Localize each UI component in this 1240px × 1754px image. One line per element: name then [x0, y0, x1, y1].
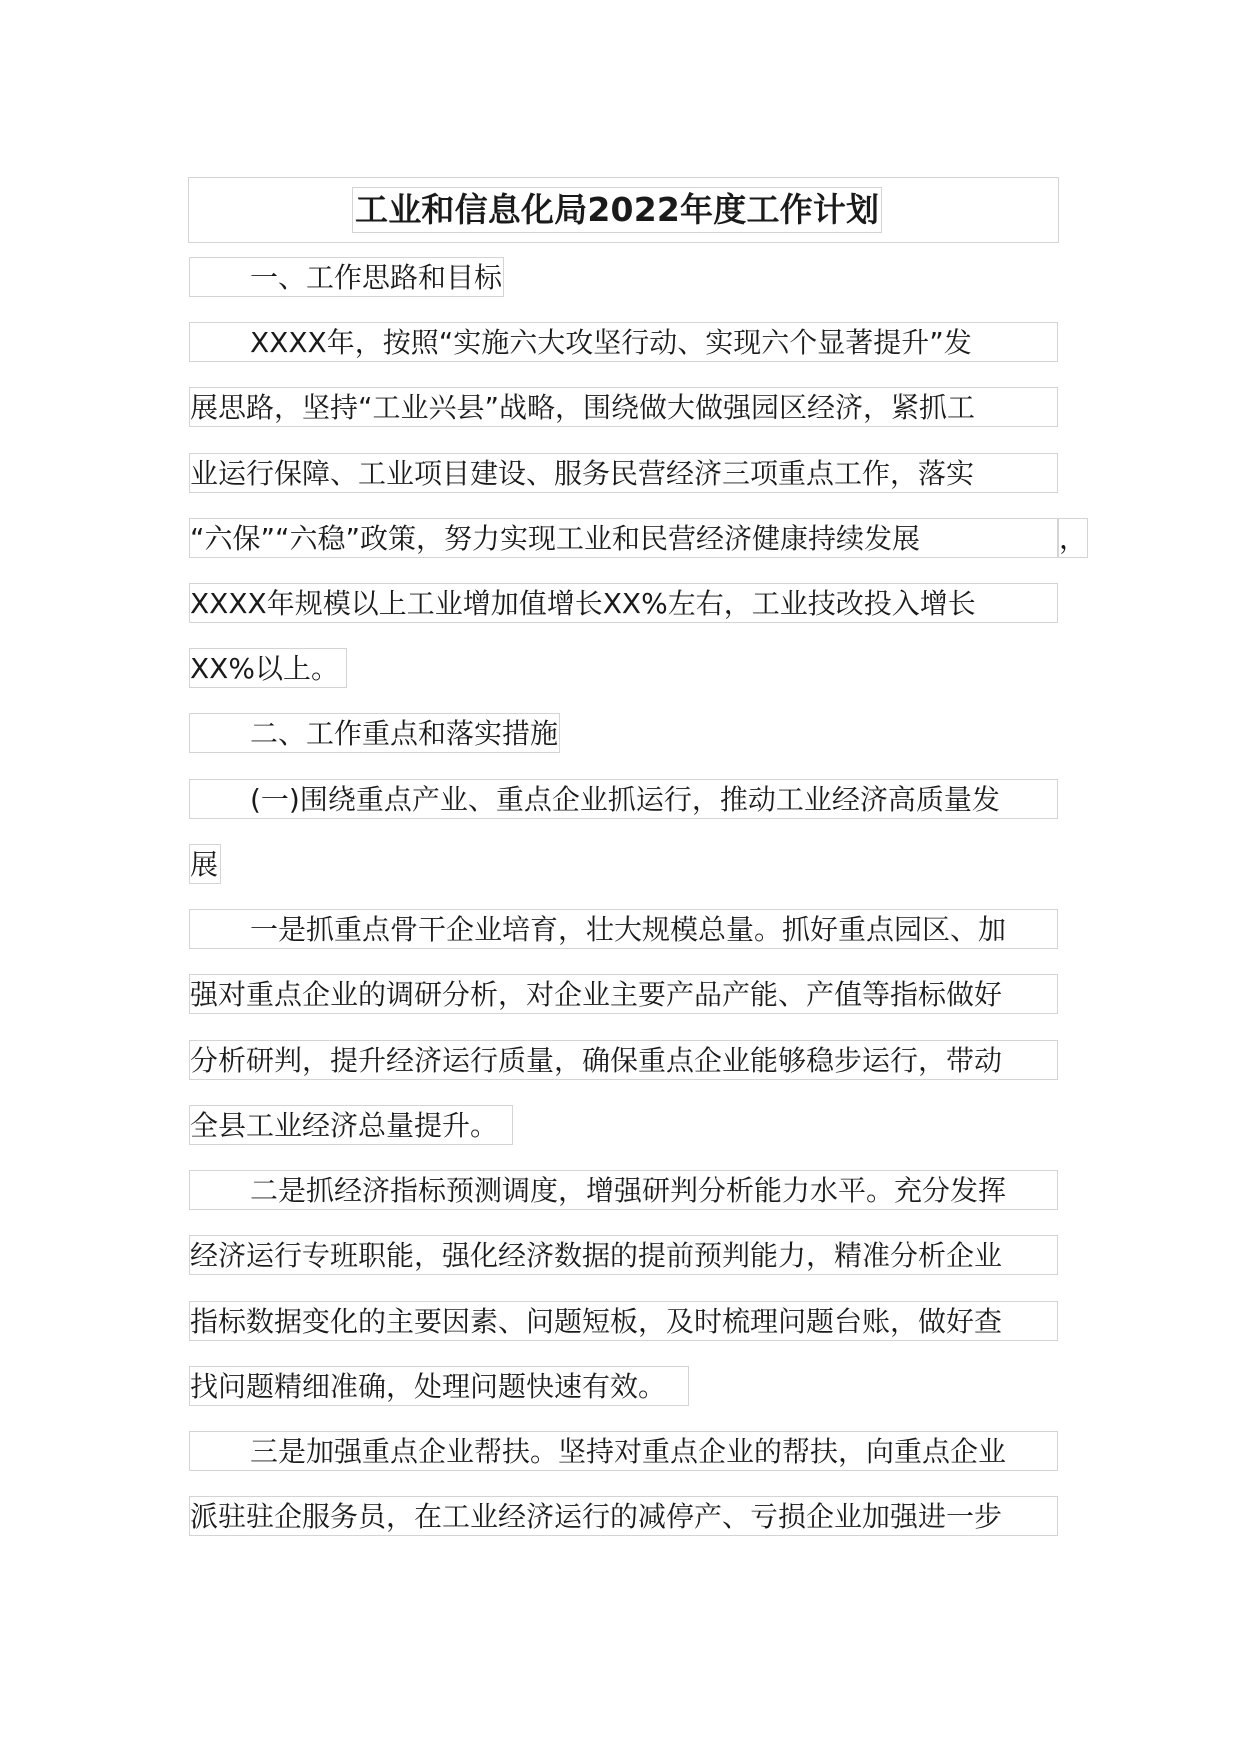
- paragraph-line: 业运行保障、工业项目建设、服务民营经济三项重点工作，落实: [189, 453, 1058, 493]
- paragraph-line: 展思路，坚持“工业兴县”战略，围绕做大做强园区经济，紧抓工: [189, 387, 1058, 427]
- paragraph-line: XXXX年规模以上工业增加值增长XX%左右，工业技改投入增长: [189, 583, 1058, 623]
- subheading-line: 展: [189, 844, 221, 884]
- heading-1: 一、工作思路和目标: [189, 257, 504, 297]
- paragraph-line: 指标数据变化的主要因素、问题短板，及时梳理问题台账，做好查: [189, 1301, 1058, 1341]
- paragraph-line: 找问题精细准确，处理问题快速有效。: [189, 1366, 689, 1406]
- subheading-line: (一)围绕重点产业、重点企业抓运行，推动工业经济高质量发: [189, 779, 1058, 819]
- paragraph-line: 派驻驻企服务员，在工业经济运行的减停产、亏损企业加强进一步: [189, 1496, 1058, 1536]
- paragraph-line: 全县工业经济总量提升。: [189, 1105, 513, 1145]
- paragraph-line: “六保”“六稳”政策，努力实现工业和民营经济健康持续发展: [189, 518, 1058, 558]
- paragraph-line: 三是加强重点企业帮扶。坚持对重点企业的帮扶，向重点企业: [189, 1431, 1058, 1471]
- paragraph-line: 一是抓重点骨干企业培育，壮大规模总量。抓好重点园区、加: [189, 909, 1058, 949]
- overflow-punctuation: ，: [1058, 518, 1088, 558]
- heading-2: 二、工作重点和落实措施: [189, 713, 560, 753]
- paragraph-line: XX%以上。: [189, 648, 347, 688]
- document-title: 工业和信息化局2022年度工作计划: [352, 187, 882, 233]
- paragraph-line: 二是抓经济指标预测调度，增强研判分析能力水平。充分发挥: [189, 1170, 1058, 1210]
- paragraph-line: 分析研判，提升经济运行质量，确保重点企业能够稳步运行，带动: [189, 1040, 1058, 1080]
- paragraph-line: XXXX年，按照“实施六大攻坚行动、实现六个显著提升”发: [189, 322, 1058, 362]
- paragraph-line: 强对重点企业的调研分析，对企业主要产品产能、产值等指标做好: [189, 974, 1058, 1014]
- paragraph-line: 经济运行专班职能，强化经济数据的提前预判能力，精准分析企业: [189, 1235, 1058, 1275]
